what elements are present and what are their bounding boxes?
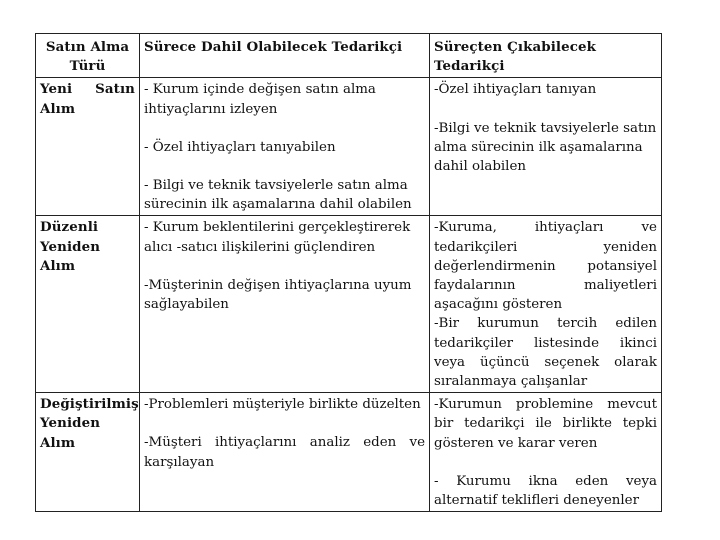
list-item: -Müşterinin değişen ihtiyaçlarına uyum sağlayabilen [144,277,412,313]
list-item: - Kurum beklentilerini gerçekleştirerek alıcı -satıcı ilişkilerini güçlendiren [144,220,411,255]
row-type-regular-repurchase: Düzenli Yeniden Alım [36,216,140,393]
table-row [36,393,662,512]
header-purchase-type: Satın Alma Türü [36,34,140,78]
list-item: -Bilgi ve teknik tavsiyelerle satın alma sürecinin ilk aşamalarına dahil olabilen [434,120,657,175]
list-item: -Müşteri ihtiyaçlarını analiz eden ve karşılayan [144,435,425,470]
table-row [36,78,662,216]
header-joinable-supplier: Sürece Dahil Olabilecek Tedarikçi [140,34,430,78]
table-header-row [36,34,662,78]
list-item: -Kurumun problemine mevcut bir tedarikçi ile birlikte tepki gösteren ve karar veren [434,397,657,451]
table-row [36,216,662,393]
row-modified-col2 [140,393,430,512]
list-item: -Kuruma, ihtiyaçları ve tedarikçileri yeniden değerlendirmenin potansiyel faydalarının maliyetleri aşacağını gösteren [434,220,657,313]
list-item: - Kurumu ikna eden veya alternatif teklifleri deneyenler [434,473,657,509]
row-type-modified-repurchase: Değiştirilmiş Yeniden Alım [36,393,140,512]
row-new-col3 [430,78,662,216]
list-item: -Özel ihtiyaçları tanıyan [434,82,597,98]
row-regular-col3 [430,216,662,393]
list-item: -Problemleri müşteriyle birlikte düzelten [144,397,421,413]
list-item: - Özel ihtiyaçları tanıyabilen [144,139,336,155]
row-modified-col3 [430,393,662,512]
row-type-new-purchase: Yeni Satın Alım [36,78,140,216]
list-item: - Bilgi ve teknik tavsiyelerle satın alma sürecinin ilk aşamalarına dahil olabilen [144,178,412,213]
list-item: -Bir kurumun tercih edilen tedarikçiler listesinde ikinci veya üçüncü seçenek olarak sıralanmaya çalışanlar [434,316,657,390]
row-regular-col2 [140,216,430,393]
header-exitable-supplier: Süreçten Çıkabilecek Tedarikçi [430,34,662,78]
row-new-col2 [140,78,430,216]
list-item: - Kurum içinde değişen satın alma ihtiyaçlarını izleyen [144,82,376,117]
supplier-table [35,33,662,512]
